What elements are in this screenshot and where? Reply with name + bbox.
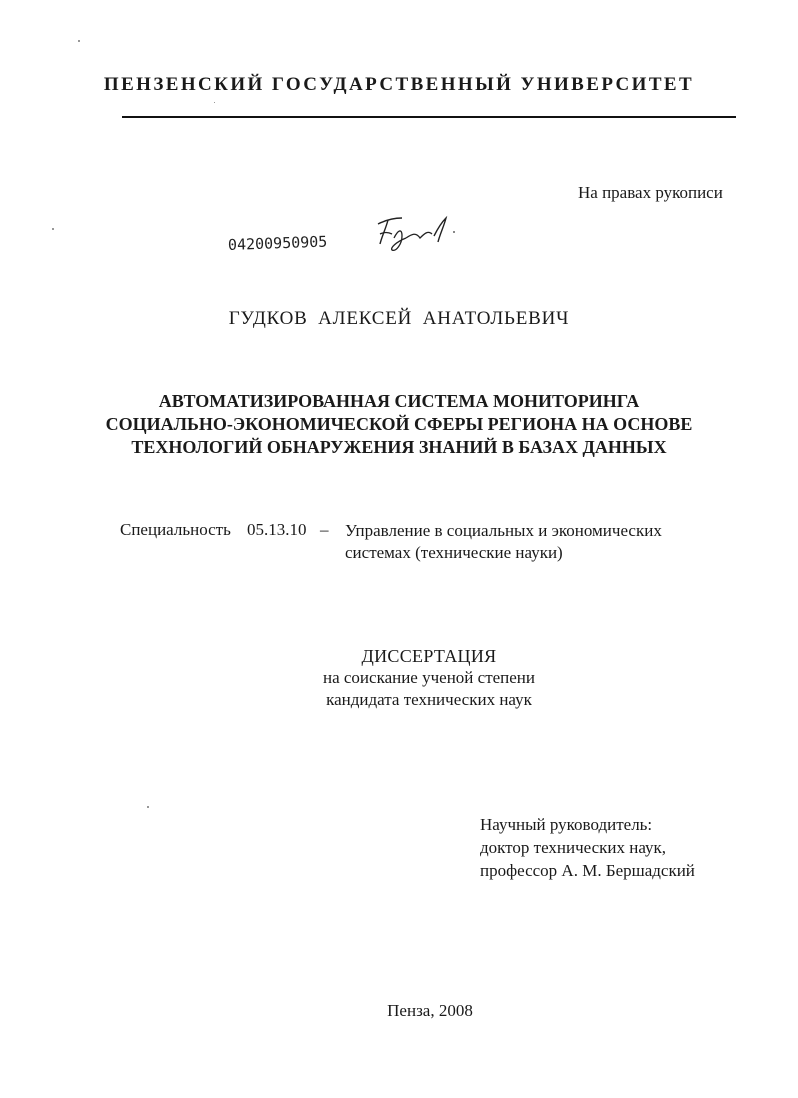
- scan-speck: [78, 40, 80, 42]
- advisor-line: профессор А. М. Бершадский: [480, 861, 695, 880]
- degree-line: на соискание ученой степени: [322, 668, 536, 687]
- specialty-line: Управление в социальных и экономических: [345, 521, 662, 540]
- advisor-line: Научный руководитель:: [480, 815, 653, 834]
- specialty-label: Специальность: [120, 520, 231, 539]
- rights-note: На правах рукописи: [578, 183, 723, 202]
- handwritten-signature: [372, 214, 462, 256]
- advisor-line: доктор технических наук,: [480, 838, 667, 857]
- title-line: СОЦИАЛЬНО-ЭКОНОМИЧЕСКОЙ СФЕРЫ РЕГИОНА НА ОСНОВЕ: [105, 414, 693, 434]
- title-line: АВТОМАТИЗИРОВАННАЯ СИСТЕМА МОНИТОРИНГА: [158, 391, 640, 411]
- dissertation-block: [0, 645, 798, 711]
- dissertation-heading: ДИССЕРТАЦИЯ: [361, 646, 497, 666]
- degree-line: кандидата технических наук: [326, 690, 532, 709]
- title-line: ТЕХНОЛОГИЙ ОБНАРУЖЕНИЯ ЗНАНИЙ В БАЗАХ ДАННЫХ: [131, 437, 667, 457]
- scientific-advisor: [480, 813, 695, 882]
- specialty-code: 05.13.10: [247, 520, 307, 539]
- author-name: ГУДКОВ АЛЕКСЕЙ АНАТОЛЬЕВИЧ: [228, 308, 570, 329]
- scan-speck: [214, 102, 215, 103]
- dissertation-title: [0, 390, 798, 459]
- scan-speck: [52, 228, 54, 230]
- specialty-dash: –: [320, 520, 329, 539]
- registration-code: 04200950905: [227, 232, 328, 254]
- specialty-description: [345, 520, 662, 564]
- university-name: ПЕНЗЕНСКИЙ ГОСУДАРСТВЕННЫЙ УНИВЕРСИТЕТ: [103, 74, 695, 95]
- scan-speck: [147, 806, 149, 808]
- header-rule: [122, 116, 736, 118]
- specialty-line: системах (технические науки): [345, 543, 563, 562]
- place-and-year: Пенза, 2008: [387, 1001, 473, 1020]
